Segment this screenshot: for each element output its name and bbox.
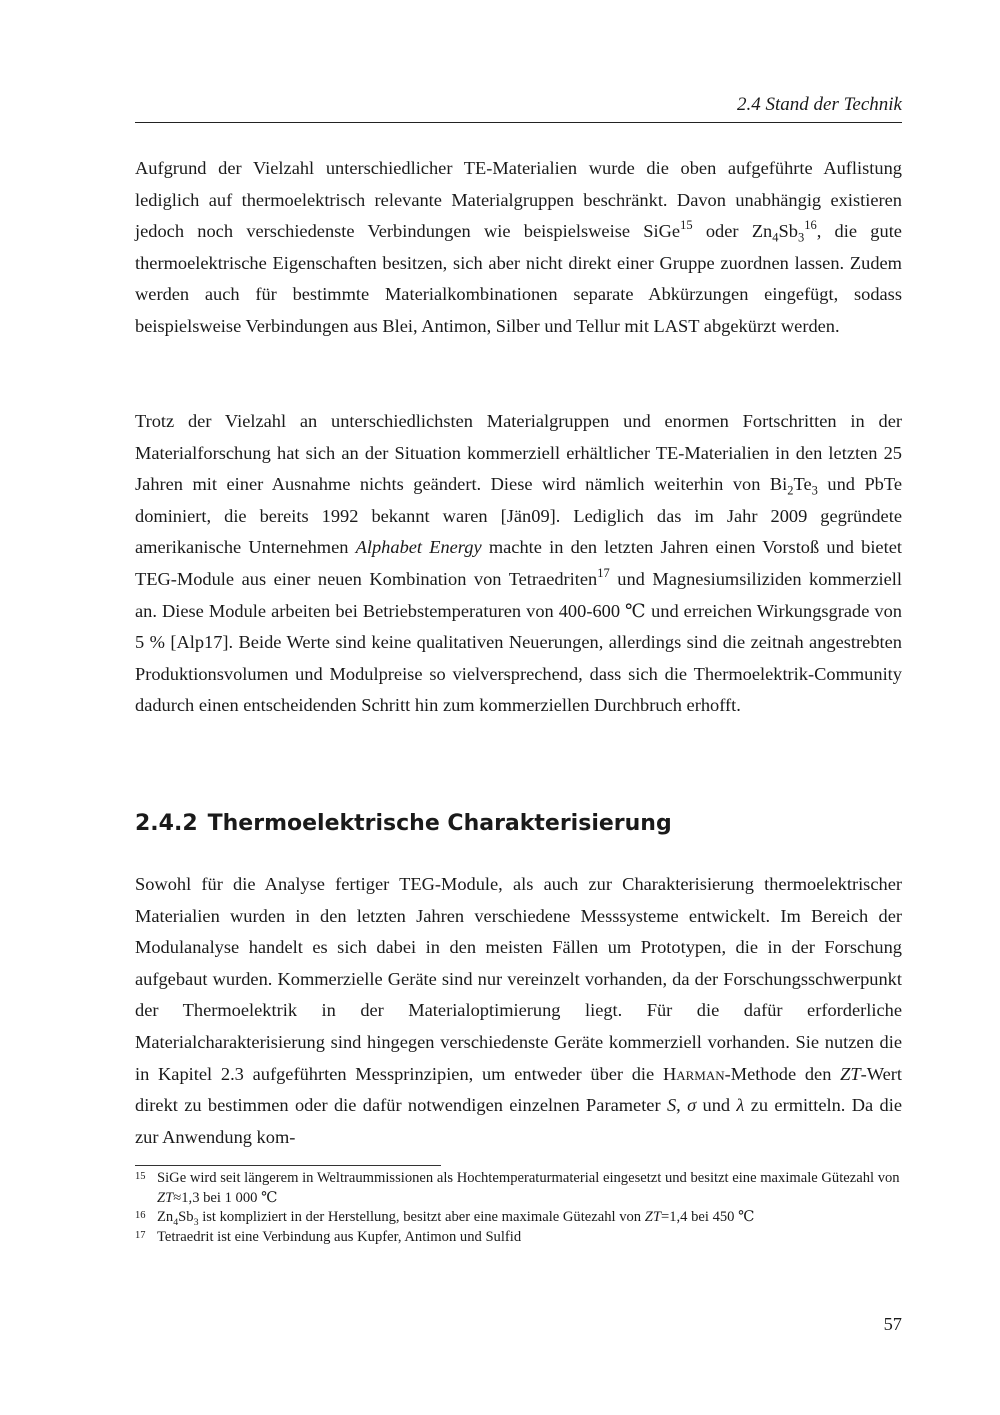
footnote-text-d: =1,4 bei 450 ℃: [660, 1209, 755, 1225]
footnote-text-c: ist kompliziert in der Herstellung, besitzt aber eine maximale Gütezahl von: [198, 1209, 645, 1225]
footnote-16: [135, 1208, 902, 1228]
paragraph3-text-c: -Wert direkt zu bestimmen oder die dafür notwendigen einzelnen Parameter: [135, 1063, 903, 1116]
paragraph3-text-a: Sowohl für die Analyse fertiger TEG-Module, als auch zur Charakterisierung thermoelektrischer Materialien wurden in den letzten Jahren verschiedene Messsysteme entwickelt. Im Bereich der Modulanalyse handelt es sich dabei in den meisten Fällen um Prototypen, die in der Forschung aufgebaut wurden. Kommerzielle Geräte sind nur vereinzelt vorhanden, da der Forschungsschwerpunkt der Thermoelektrik in der Materialoptimierung liegt. Für die dafür erforderliche Materialcharakterisierung sind hingegen verschiedenste Geräte kommerziell vorhanden. Sie nutzen die in Kapitel 2.3 aufgeführten Messprinzipien, um entweder über die: [135, 874, 902, 1084]
footnote-text-a: Zn: [157, 1209, 174, 1225]
footnote-text-b: Sb: [178, 1209, 194, 1225]
paragraph1-text-a: Aufgrund der Vielzahl unterschiedlicher TE-Materialien wurde die oben aufgeführte Auflistung lediglich auf thermoelektrisch relevante Materialgruppen beschränkt. Davon unabhängig existieren jedoch noch verschiedenste Verbindungen wie beispielsweise SiGe: [135, 158, 902, 242]
footnote-17: [135, 1228, 902, 1248]
harman-name: Harman: [662, 1063, 725, 1084]
subscript: 2: [787, 483, 794, 498]
footnote-text-b: ≈1,3 bei 1 000 ℃: [173, 1189, 278, 1206]
sigma-symbol: σ: [687, 1095, 697, 1116]
section-number: 2.4.2: [135, 811, 198, 836]
paragraph1-text-b: oder Zn: [705, 221, 773, 242]
separator: ,: [676, 1095, 688, 1116]
footnote-mark: 16: [135, 1210, 146, 1221]
zt-symbol: ZT: [840, 1063, 861, 1084]
paragraph-commercial-materials: [135, 406, 902, 722]
subscript: 3: [811, 483, 818, 498]
footnote-15: [135, 1169, 902, 1208]
footnote-ref-17[interactable]: 17: [597, 566, 610, 581]
paragraph2-text-b: Te: [793, 474, 812, 495]
paragraph1-text-d: , die gute thermoelektrische Eigenschaften besitzen, sich aber nicht direkt einer Gruppe zuordnen lassen. Zudem werden auch für bestimmte Materialkombinationen separate Abkürzungen eingefügt, sodass beispielsweise Verbindungen aus Blei, Antimon, Silber und Tellur mit LAST abgekürzt werden.: [135, 221, 902, 336]
footnote-divider: [135, 1165, 441, 1166]
footnote-ref-15[interactable]: 15: [680, 218, 693, 233]
paragraph-characterization: [135, 869, 902, 1153]
footnote-mark: 15: [135, 1171, 146, 1182]
page-number: 57: [883, 1314, 902, 1334]
footnote-text: [157, 1169, 902, 1208]
footnote-ref-16[interactable]: 16: [804, 218, 817, 233]
footnote-text-a: SiGe wird seit längerem in Weltraummissionen als Hochtemperaturmaterial eingesetzt und besitzt eine maximale Gütezahl von: [157, 1170, 900, 1186]
paragraph1-text-c: Sb: [778, 221, 798, 242]
running-header: [135, 92, 902, 123]
footnotes: [135, 1169, 902, 1247]
paragraph2-text-e: und Magnesiumsiliziden kommerziell an. Diese Module arbeiten bei Betriebstemperaturen von 400-600 ℃ und erreichen Wirkungsgrade von 5 % [Alp17]. Beide Werte sind keine qualitativen Neuerungen, allerdings sind die zeitnah angestrebten Produktionsvolumen und Modulpreise so vielversprechend, dass sich die Thermoelektrik-Community dadurch einen entscheidenden Schritt hin zum kommerziellen Durchbruch erhofft.: [135, 568, 902, 716]
section-title: Thermoelektrische Charakterisierung: [207, 811, 672, 836]
paragraph3-text-b: -Methode den: [724, 1063, 841, 1084]
subscript: 4: [173, 1216, 179, 1228]
paragraph-te-materials: [135, 153, 902, 343]
subscript: 4: [772, 230, 779, 245]
footnote-text: Tetraedrit ist eine Verbindung aus Kupfer, Antimon und Sulfid: [157, 1228, 522, 1245]
section-heading: [135, 806, 672, 842]
seebeck-symbol: S: [666, 1095, 677, 1116]
lambda-symbol: λ: [736, 1095, 745, 1116]
paragraph2-text-a: Trotz der Vielzahl an unterschiedlichsten Materialgruppen und enormen Fortschritten in der Materialforschung hat sich an der Situation kommerziell erhältlicher TE-Materialien in den letzten 25 Jahren mit einer Ausnahme nichts geändert. Diese wird nämlich weiterhin von Bi: [135, 411, 902, 495]
zt-symbol: ZT: [644, 1209, 661, 1225]
running-header-title: 2.4 Stand der Technik: [736, 94, 902, 115]
paragraph2-text-c: und PbTe dominiert, die bereits 1992 bekannt waren [Jän09]. Lediglich das im Jahr 2009 gegründete amerikanische Unternehmen: [135, 474, 902, 558]
footnote-text: [157, 1208, 902, 1228]
subscript: 3: [797, 230, 805, 245]
paragraph2-text-d: machte in den letzten Jahren einen Vorstoß und bietet TEG-Module aus einer neuen Kombination von Tetraedriten: [135, 537, 902, 589]
separator: und: [696, 1095, 737, 1116]
subscript: 3: [193, 1216, 199, 1228]
footnote-mark: 17: [135, 1229, 146, 1241]
zt-symbol: ZT: [157, 1189, 174, 1206]
company-name: Alphabet Energy: [355, 537, 482, 558]
paragraph3-text-d: zu ermitteln. Da die zur Anwendung kom-: [135, 1095, 902, 1147]
